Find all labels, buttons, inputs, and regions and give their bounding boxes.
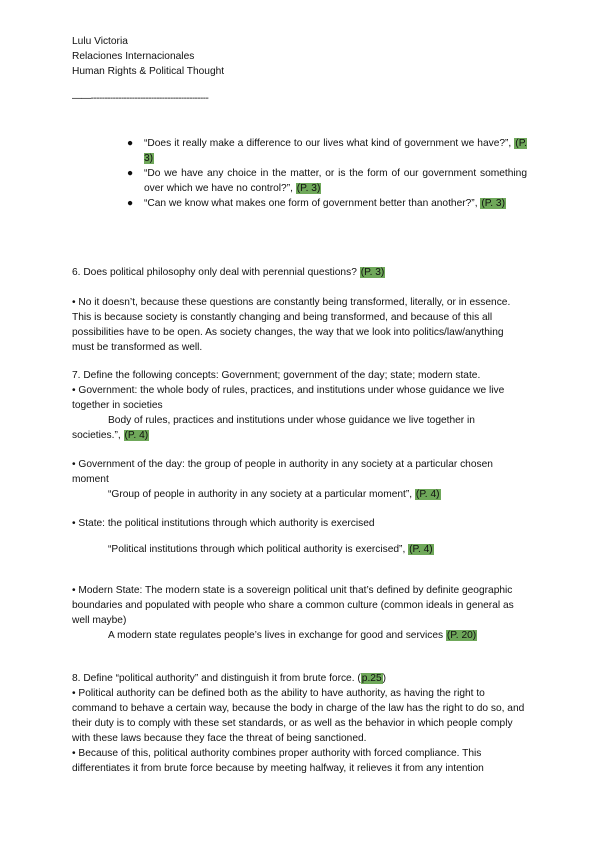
bullet-icon: ● (127, 168, 134, 179)
quote-text: “Group of people in authority in any society at a particular moment”, (108, 489, 415, 500)
answer-6: • No it doesn’t, because these questions are constantly being transformed, literally, or in essence. This is because society is constantly changing and being transformed, and because of this all possibilities have to be open. As society changes, the way that we look into politics/law/anything must be transformed as well. (72, 297, 511, 353)
bullet-icon: ● (127, 138, 134, 149)
question-7: 7. Define the following concepts: Government; government of the day; state; modern state. (72, 370, 481, 381)
bullet-text: “Do we have any choice in the matter, or is the form of our government something over which we have no control?”, (144, 168, 527, 194)
quote-text: “Political institutions through which political authority is exercised”, (108, 544, 409, 555)
bullet-text: “Does it really make a difference to our lives what kind of government we have?”, (144, 138, 515, 149)
definition-government: • Government: the whole body of rules, practices, and institutions under whose guidance we live together in societies (72, 385, 505, 411)
author-name: Lulu Victoria (72, 36, 128, 47)
page-ref-highlight: (P. 4) (124, 430, 149, 441)
quote-government (72, 413, 522, 443)
course-name: Human Rights & Political Thought (72, 66, 225, 77)
question-close-paren: ) (382, 673, 387, 684)
definition-government-of-the-day: • Government of the day: the group of people in authority in any society at a particular chosen moment (72, 459, 493, 485)
question-text: 8. Define “political authority” and distinguish it from brute force. ( (72, 673, 361, 684)
page-ref-highlight: (P. 3) (144, 138, 527, 164)
question-8 (72, 671, 532, 686)
bullet-text: “Can we know what makes one form of government better than another?”, (144, 198, 481, 209)
page-ref-highlight: (P. 20) (446, 630, 477, 641)
program-name: Relaciones Internacionales (72, 51, 195, 62)
list-item (127, 166, 527, 196)
page-ref-highlight: (P. 3) (296, 183, 321, 194)
quote-modern-state (108, 628, 528, 643)
bullet-icon: ● (127, 198, 134, 209)
answer-8-part-1: • Political authority can be defined both as the ability to have authority, as having the right to command to behave a certain way, because the body in charge of the law has the right to do so, and their duty is to comply with these set standards, or as well as the behavior in which people comply with these laws because they face the threat of being sanctioned. (72, 688, 525, 744)
divider-line: ——------------------------------------------- (72, 93, 209, 104)
quote-government-of-the-day (108, 487, 528, 502)
list-item (127, 136, 527, 166)
question-6 (72, 265, 532, 280)
page-ref-highlight: (P. 3) (481, 198, 505, 209)
definition-state: • State: the political institutions through which authority is exercised (72, 518, 375, 529)
list-item (127, 196, 527, 211)
answer-8-part-2: • Because of this, political authority combines proper authority with forced compliance. This differentiates it from brute force because by meeting halfway, it relieves it from any intention (72, 748, 484, 774)
page-ref-highlight: (P. 4) (409, 544, 433, 555)
page-ref-highlight: (P. 4) (415, 489, 440, 500)
quote-text: Body of rules, practices and institutions under whose guidance we live together in societies.”, (72, 415, 475, 441)
quote-text: A modern state regulates people’s lives in exchange for good and services (108, 630, 446, 641)
question-text: 6. Does political philosophy only deal with perennial questions? (72, 267, 360, 278)
page-ref-highlight: p.25 (361, 673, 382, 684)
page-ref-highlight: (P. 3) (360, 267, 385, 278)
definition-modern-state: • Modern State: The modern state is a sovereign political unit that’s defined by definite geographic boundaries and populated with people who share a common culture (common ideals in general as well maybe) (72, 585, 514, 626)
question-list (127, 136, 527, 211)
quote-state (108, 542, 528, 557)
document-header (72, 34, 224, 79)
